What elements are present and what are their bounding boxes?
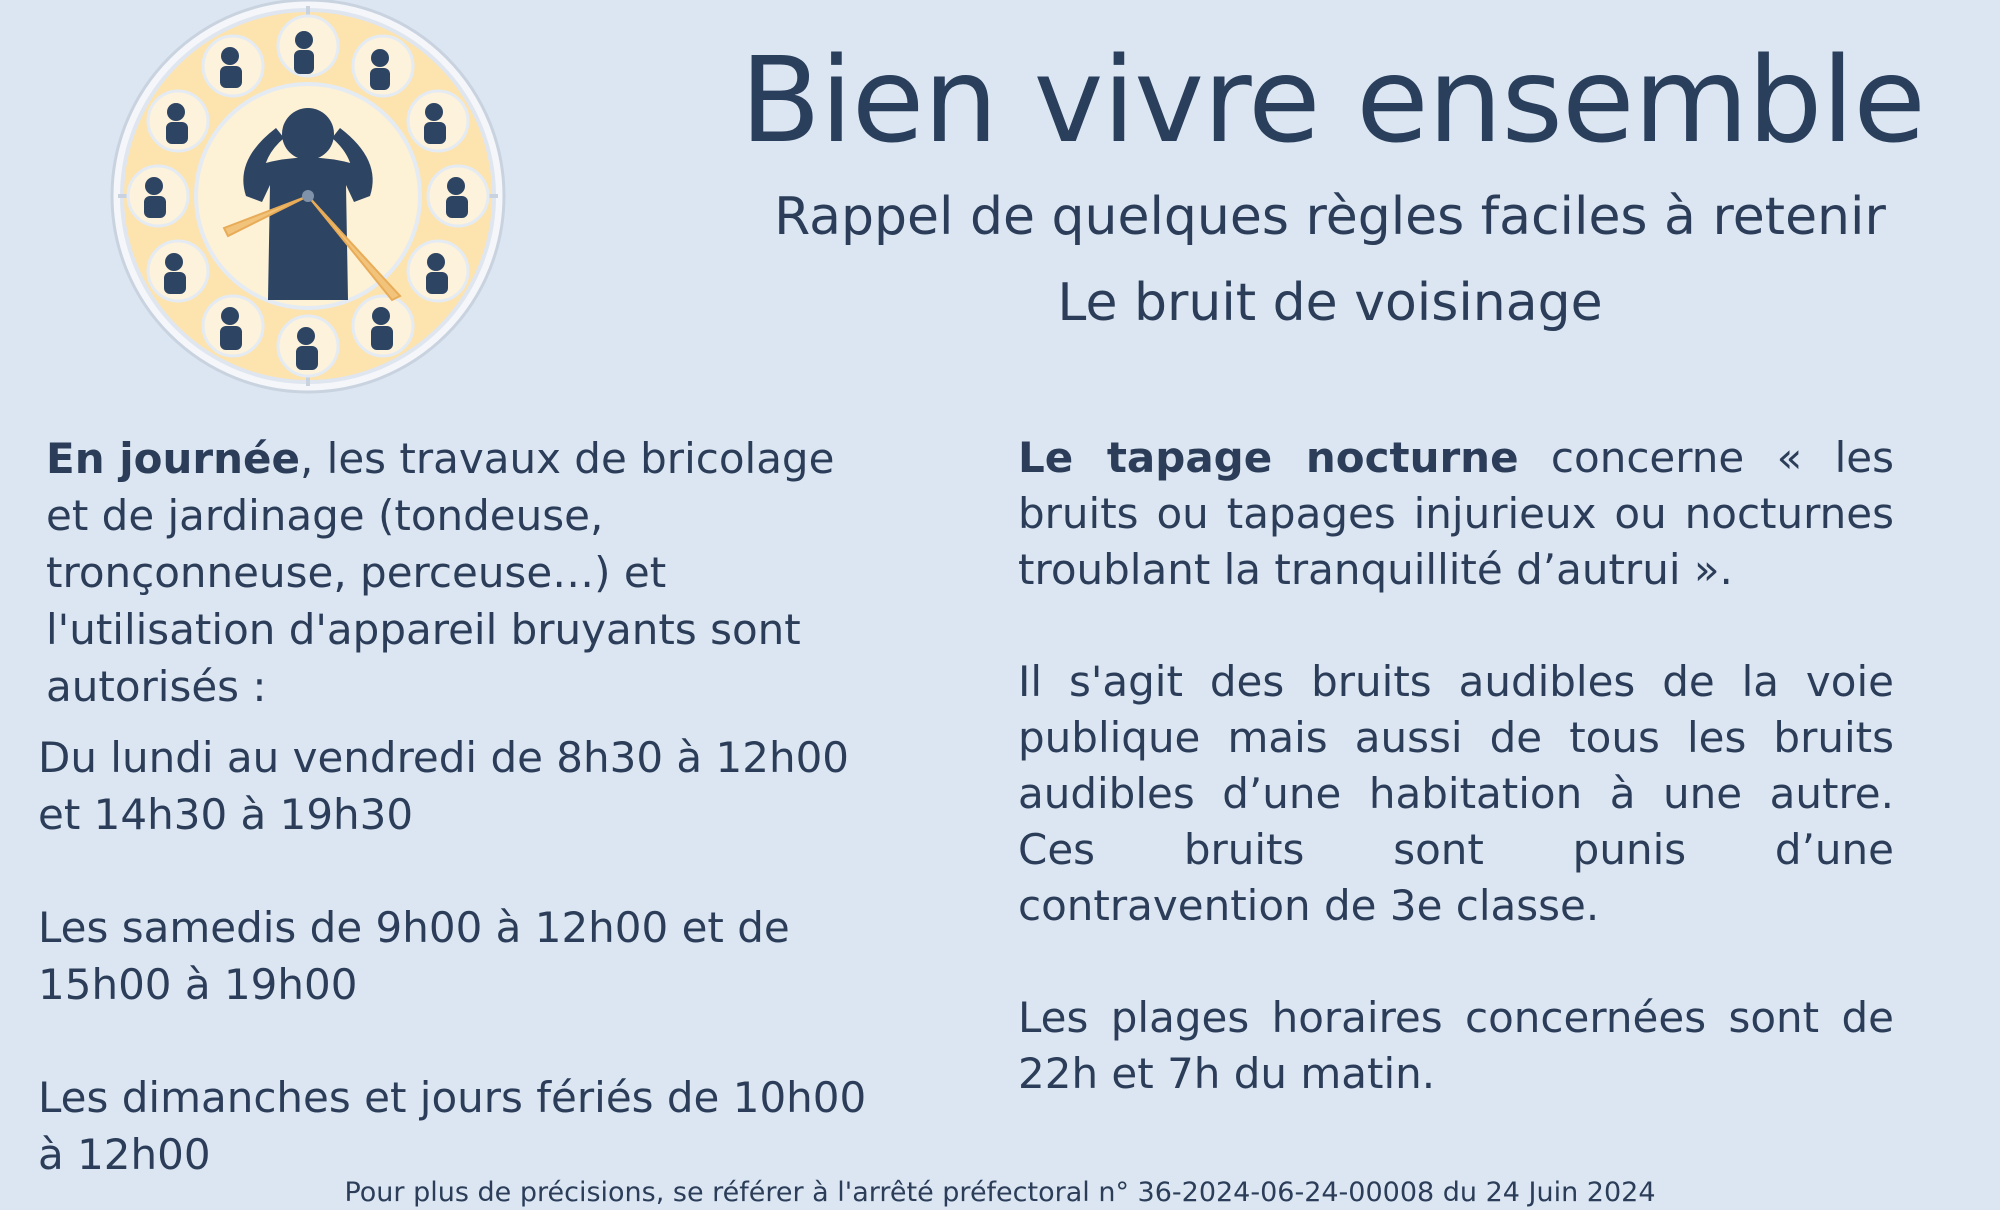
night-intro (1018, 430, 1894, 598)
schedule-sunday-holidays: Les dimanches et jours fériés de 10h00 à 12h00 (38, 1073, 867, 1179)
noise-clock-illustration-icon (108, 0, 508, 400)
night-intro-text: concerne « les bruits ou tapages injurieux ou nocturnes troublant la tranquillité d’autrui ». (1018, 433, 1894, 594)
night-noise-section (1018, 430, 1894, 1158)
daytime-intro-text: , les travaux de bricolage et de jardinage (tondeuse, tronçonneuse, perceuse…) et l'utilisation d'appareil bruyants sont autorisés : (46, 434, 835, 711)
night-intro-bold: Le tapage nocturne (1018, 433, 1519, 482)
night-paragraph-2: Il s'agit des bruits audibles de la voie publique mais aussi de tous les bruits audibles d’une habitation à une autre. Ces bruits sont punis d’une contravention de 3e classe. (1018, 657, 1894, 930)
daytime-intro-bold: En journée (46, 434, 300, 483)
daytime-section (38, 430, 868, 1183)
schedule-weekdays: Du lundi au vendredi de 8h30 à 12h00 et 14h30 à 19h30 (38, 733, 850, 839)
page-title: Bien vivre ensemble (740, 31, 1925, 169)
page-subtitle: Rappel de quelques règles faciles à retenir (774, 187, 1886, 247)
schedule-saturday: Les samedis de 9h00 à 12h00 et de 15h00 à 19h00 (38, 903, 790, 1009)
night-paragraph-3: Les plages horaires concernées sont de 22h et 7h du matin. (1018, 993, 1894, 1098)
topic-heading: Le bruit de voisinage (1057, 273, 1603, 333)
daytime-intro (38, 430, 868, 715)
footer-note: Pour plus de précisions, se référer à l'arrêté préfectoral n° 36-2024-06-24-00008 du 24 Juin 2024 (344, 1177, 1656, 1208)
